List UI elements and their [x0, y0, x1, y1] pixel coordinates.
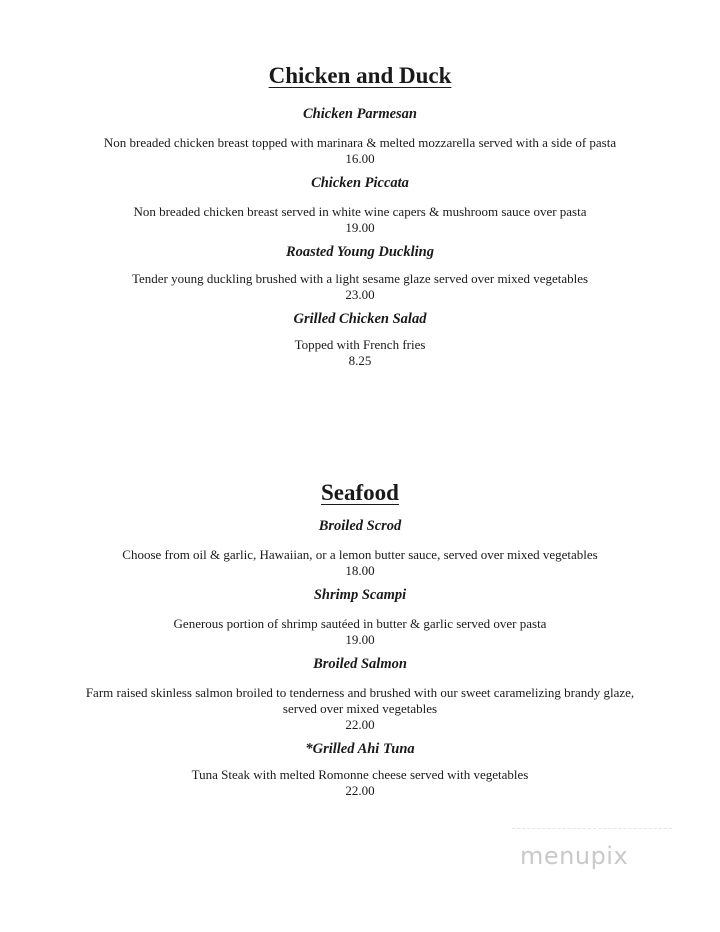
- item-price: 8.25: [348, 353, 372, 368]
- item-name: *Grilled Ahi Tuna: [305, 741, 415, 757]
- item-description: Farm raised skinless salmon broiled to tenderness and brushed with our sweet caramelizing brandy glaze, served over mixed vegetables: [85, 685, 635, 716]
- item-description: Tender young duckling brushed with a light sesame glaze served over mixed vegetables: [131, 271, 589, 286]
- item-name: Chicken Piccata: [311, 175, 409, 191]
- menu-item: [0, 309, 720, 369]
- item-description: Non breaded chicken breast topped with marinara & melted mozzarella served with a side of pasta: [103, 135, 617, 150]
- section-chicken-and-duck: [0, 62, 720, 369]
- watermark-divider: [512, 828, 672, 829]
- item-description: Topped with French fries: [294, 337, 426, 352]
- item-price: 22.00: [345, 717, 375, 732]
- item-price: 23.00: [345, 287, 375, 302]
- item-name: Chicken Parmesan: [303, 106, 417, 122]
- menu-item: [0, 104, 720, 167]
- section-title: Seafood: [321, 480, 399, 505]
- item-name: Broiled Salmon: [313, 656, 407, 672]
- section-seafood: [0, 479, 720, 799]
- menu-item: [0, 739, 720, 799]
- item-description: Non breaded chicken breast served in white wine capers & mushroom sauce over pasta: [133, 204, 587, 219]
- menu-item: [0, 242, 720, 303]
- menu-item: [0, 654, 720, 733]
- menu-item: [0, 173, 720, 236]
- menu-item: [0, 585, 720, 648]
- item-price: 19.00: [345, 220, 375, 235]
- item-price: 18.00: [345, 563, 375, 578]
- menu-item: [0, 516, 720, 579]
- section-title: Chicken and Duck: [268, 63, 452, 88]
- item-description: Tuna Steak with melted Romonne cheese served with vegetables: [191, 767, 529, 782]
- item-name: Roasted Young Duckling: [286, 244, 434, 260]
- item-price: 16.00: [345, 151, 375, 166]
- item-price: 22.00: [345, 783, 375, 798]
- item-name: Grilled Chicken Salad: [293, 311, 427, 327]
- item-price: 19.00: [345, 632, 375, 647]
- item-name: Broiled Scrod: [318, 518, 402, 534]
- item-description: Generous portion of shrimp sautéed in butter & garlic served over pasta: [173, 616, 547, 631]
- item-name: Shrimp Scampi: [313, 587, 407, 603]
- watermark-logo: menupix: [520, 842, 629, 870]
- item-description: Choose from oil & garlic, Hawaiian, or a lemon butter sauce, served over mixed vegetables: [122, 547, 598, 562]
